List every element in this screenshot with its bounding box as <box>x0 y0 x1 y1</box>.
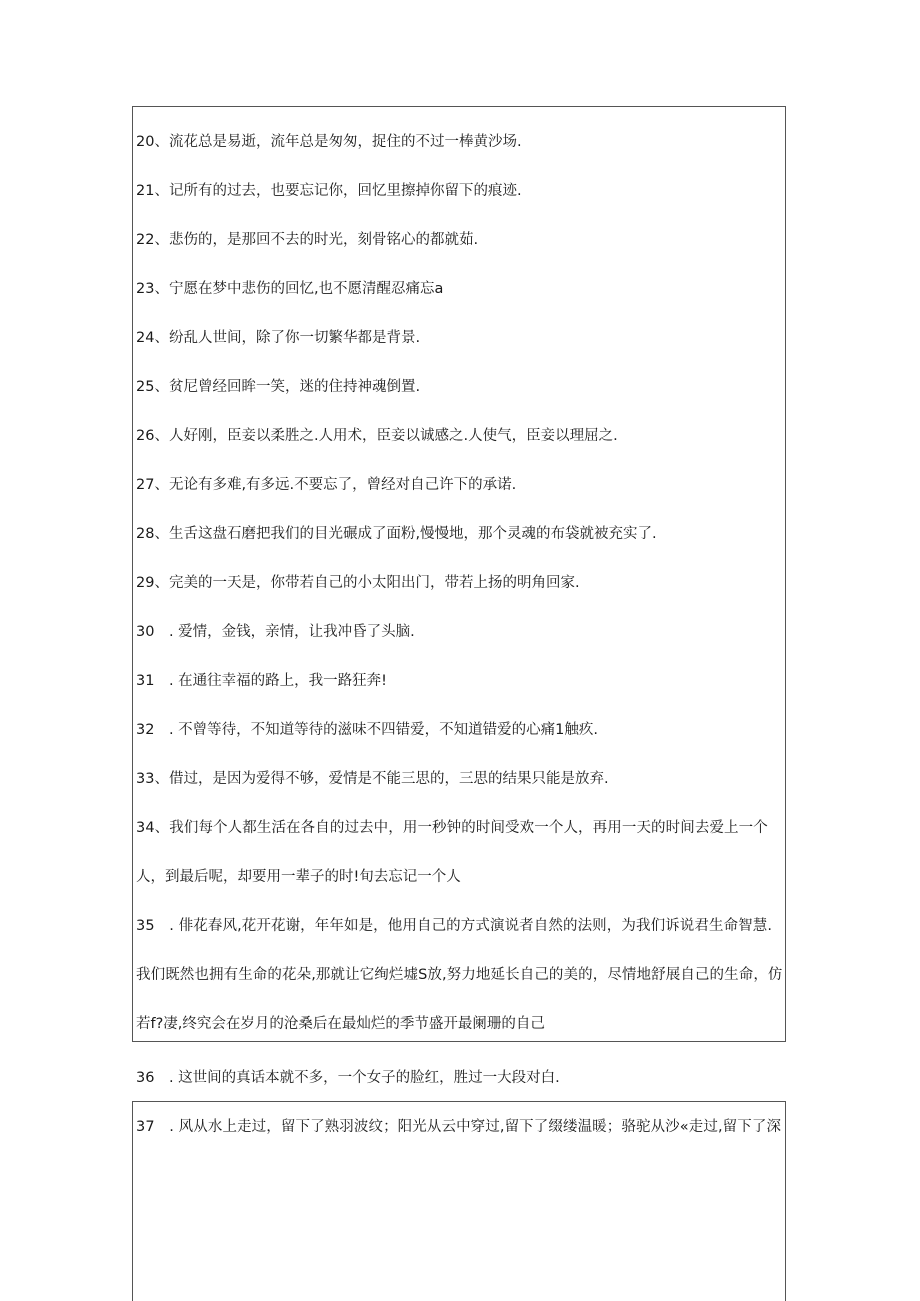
quote-line-22: 22、悲伤的，是那回不去的时光，刻骨铭心的都就茹. <box>136 232 479 248</box>
quote-line-36: 36 . 这世间的真话本就不多，一个女子的脸红，胜过一大段对白. <box>136 1070 560 1086</box>
quote-line-33: 33、借过，是因为爱得不够，爱情是不能三思的，三思的结果只能是放弃. <box>136 771 609 787</box>
quote-line-27: 27、无论有多难,有多远.不要忘了，曾经对自己许下的承诺. <box>136 477 517 493</box>
quote-line-30: 30 . 爱情，金钱，亲情，让我冲昏了头脑. <box>136 624 415 640</box>
quote-line-21: 21、记所有的过去，也要忘记你，回忆里擦掉你留下的痕迹. <box>136 183 522 199</box>
quote-line-35b: 我们既然也拥有生命的花朵,那就让它绚烂墟S放,努力地延长自己的美的，尽情地舒展自己的生命，仿 <box>136 967 783 983</box>
quote-line-37: 37 . 风从水上走过，留下了熟羽波纹；阳光从云中穿过,留下了缀缕温暖；骆驼从沙«走过,留下了深 <box>136 1119 782 1135</box>
quote-line-34b: 人，到最后呢，却要用一辈子的时!旬去忘记一个人 <box>136 869 461 885</box>
quote-line-35c: 若f?凄,终究会在岁月的沧桑后在最灿烂的季节盛开最阑珊的自己 <box>136 1016 545 1032</box>
quote-line-29: 29、完美的一天是，你带若自己的小太阳出门，带若上扬的明角回家. <box>136 575 580 591</box>
quote-line-34a: 34、我们每个人都生活在各自的过去中，用一秒钟的时间受欢一个人，再用一天的时间去爱上一个 <box>136 820 768 836</box>
quote-line-23: 23、宁愿在梦中悲伤的回忆,也不愿清醒忍痛忘a <box>136 281 444 297</box>
quote-line-32: 32 . 不曾等待，不知道等待的滋味不四错爱，不知道错爱的心痛1触疚. <box>136 722 599 738</box>
quote-line-24: 24、纷乱人世间，除了你一切繁华都是背景. <box>136 330 421 346</box>
quote-line-28: 28、生舌这盘石磨把我们的目光碾成了面粉,慢慢地，那个灵魂的布袋就被充实了. <box>136 526 657 542</box>
quote-line-20: 20、流花总是易逝，流年总是匆匆，捉住的不过一棒黄沙场. <box>136 134 522 150</box>
quote-line-31: 31 . 在通往幸福的路上，我一路狂奔! <box>136 673 387 689</box>
quote-line-25: 25、贫尼曾经回眸一笑，迷的住持神魂倒置. <box>136 379 421 395</box>
quote-line-35a: 35 . 俳花春风,花开花谢，年年如是，他用自己的方式演说者自然的法则，为我们诉说君生命智慧. <box>136 918 773 934</box>
quote-line-26: 26、人好刚，臣妾以柔胜之.人用术，臣妾以诚感之.人使气，臣妾以理屈之. <box>136 428 618 444</box>
